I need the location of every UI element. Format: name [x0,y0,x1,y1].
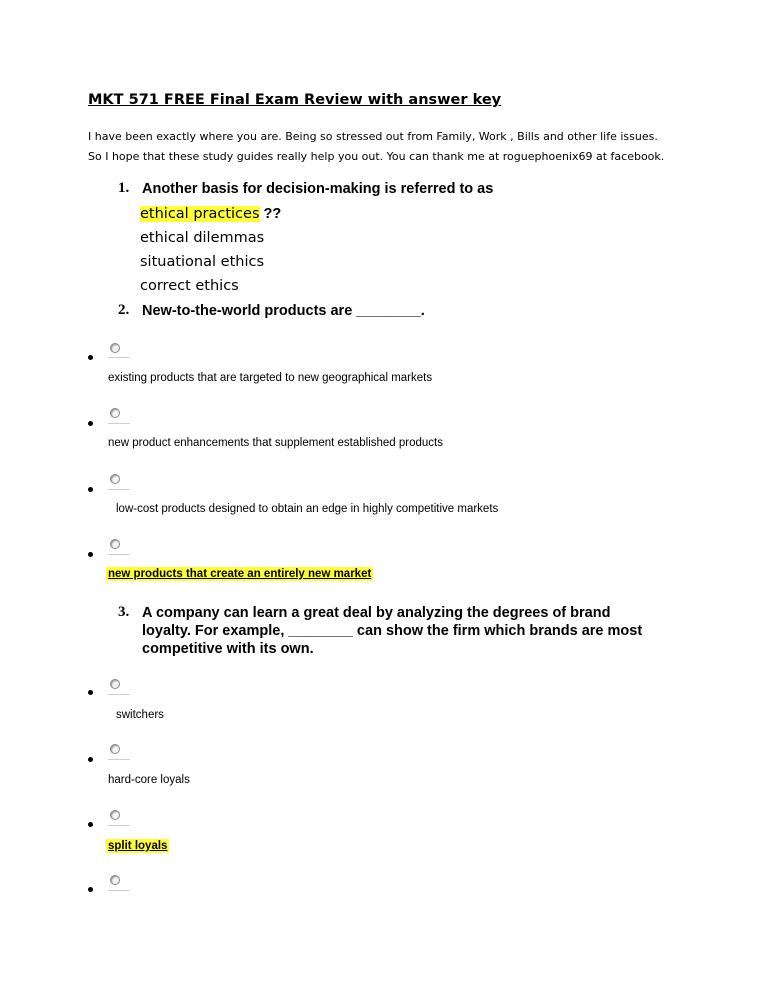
bullet-icon [88,421,93,426]
q1-answer-line [140,206,281,222]
q1-answer-suffix: ?? [259,206,282,222]
bullet-icon [88,355,93,360]
radio-underline [108,890,130,891]
radio-button[interactable] [110,408,120,418]
q2-text: New-to-the-world products are ________. [142,303,425,319]
q3-line-2: loyalty. For example, ________ can show the firm which brands are most [142,623,643,639]
q1-option-3: correct ethics [140,278,239,294]
radio-underline [108,694,130,695]
q1-option-1: ethical dilemmas [140,230,265,246]
bullet-icon [88,822,93,827]
q1-text: Another basis for decision-making is referred to as [142,181,494,197]
intro-line-1: I have been exactly where you are. Being so stressed out from Family, Work , Bills and other life issues. [88,130,658,143]
bullet-icon [88,690,93,695]
radio-underline [108,825,130,826]
bullet-icon [88,487,93,492]
radio-underline [108,759,130,760]
bullet-icon [88,552,93,557]
radio-button[interactable] [110,810,120,820]
radio-underline [108,357,130,358]
q3-option-b: hard-core loyals [108,774,190,786]
q3-number: 3. [118,604,130,620]
radio-button[interactable] [110,539,120,549]
q2-option-a: existing products that are targeted to new geographical markets [108,372,433,384]
q2-number: 2. [118,302,130,318]
q3-option-a: switchers [116,709,164,721]
radio-underline [108,423,130,424]
q1-option-2: situational ethics [140,254,264,270]
q3-line-3: competitive with its own. [142,641,314,657]
intro-line-2: So I hope that these study guides really help you out. You can thank me at roguephoenix69 at facebook. [88,150,665,163]
document-title: MKT 571 FREE Final Exam Review with answer key [88,92,502,108]
q2-option-d-answer: new products that create an entirely new market [108,568,372,580]
q1-number: 1. [118,180,130,196]
radio-underline [108,554,130,555]
radio-button[interactable] [110,679,120,689]
q3-line-1: A company can learn a great deal by analyzing the degrees of brand [142,605,611,621]
q2-option-b: new product enhancements that supplement established products [108,437,443,449]
bullet-icon [88,757,93,762]
radio-button[interactable] [110,474,120,484]
q1-answer-highlight: ethical practices [140,206,260,222]
radio-button[interactable] [110,875,120,885]
radio-button[interactable] [110,744,120,754]
radio-underline [108,489,130,490]
bullet-icon [88,887,93,892]
radio-button[interactable] [110,343,120,353]
q3-option-c-answer: split loyals [108,840,168,852]
q2-option-c: low-cost products designed to obtain an edge in highly competitive markets [116,503,499,515]
